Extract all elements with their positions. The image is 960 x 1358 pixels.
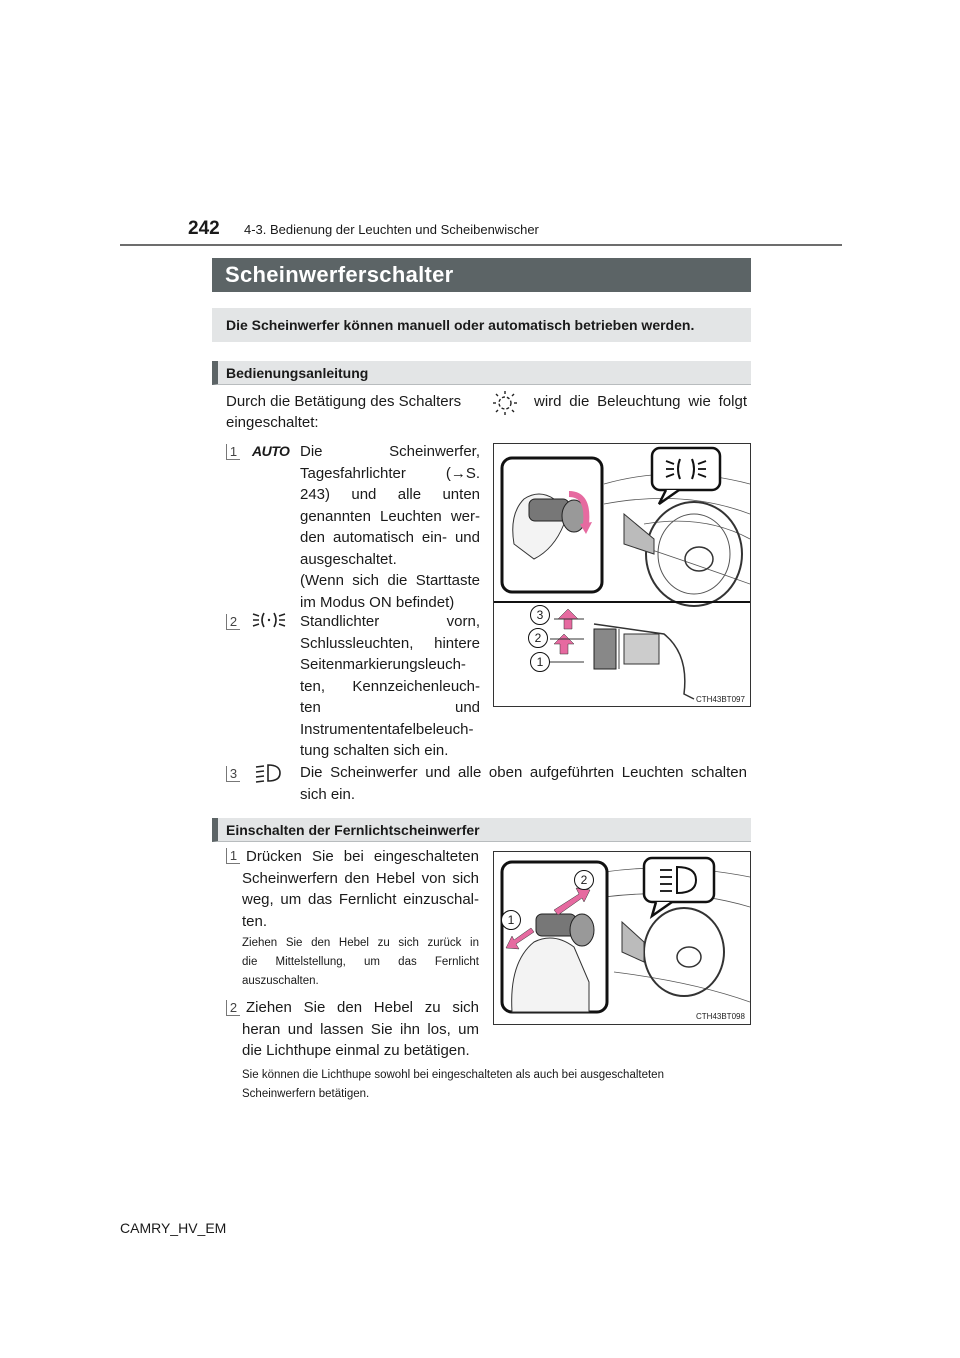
high-beam-item-1-line: Scheinwerfern den Hebel von sich [242,869,479,887]
high-beam-item-1-line: ten. [242,912,268,930]
page-title: Scheinwerferschalter [212,258,751,292]
high-beam-item-2-line: heran und lassen Sie ihn los, um [242,1020,479,1038]
item-1-line: Die Scheinwerfer, [300,443,480,460]
item-1-line: im Modus ON befindet) [300,593,455,611]
auto-icon: AUTO [252,443,290,459]
figure-label: CTH43BT098 [696,1012,745,1021]
item-1-line: genannten Leuchten wer- [300,507,480,525]
high-beam-item-2-text [242,997,479,1062]
high-beam-item-1-line: Drücken Sie bei eingeschalteten [246,848,479,865]
item-2-line: ten und [300,699,480,716]
figure-high-beam [493,851,751,1025]
figure-callout-1: 1 [501,910,521,930]
high-beam-item-2-line: die Lichthupe einmal zu betätigen. [242,1042,470,1059]
item-1-line: den automatisch ein- und [300,529,480,546]
section-title: 4-3. Bedienung der Leuchten und Scheibenwischer [244,222,539,237]
instructions-text-end: wird die Beleuchtung wie folgt [534,393,747,410]
instructions-heading: Bedienungsanleitung [212,361,751,385]
high-beam-item-1-text [242,846,479,932]
header-rule [120,244,842,246]
flash-note-line: Sie können die Lichthupe sowohl bei eingeschalteten als auch bei ausgeschalteten [242,1069,664,1081]
item-1-line: Tagesfahrlichter (→S. [300,464,480,482]
flash-note [242,1066,747,1104]
high-beam-number-1: 1 [226,848,240,864]
figure-label: CTH43BT097 [696,695,745,704]
high-beam-item-2-line: Ziehen Sie den Hebel zu sich [246,999,479,1016]
parking-light-icon [250,608,288,632]
item-1-line: ausgeschaltet. [300,550,397,568]
high-beam-heading: Einschalten der Fernlichtscheinwerfer [212,818,751,842]
item-3-text [300,762,747,805]
item-3-line: sich ein. [300,785,356,803]
headlight-low-beam-icon [254,762,284,784]
high-beam-item-1-line: weg, um das Fernlicht einzuschal- [242,891,479,908]
figure-headlight-switch [493,443,751,707]
item-number-3: 3 [226,766,240,782]
item-number-1: 1 [226,444,240,460]
instructions-text-line2: eingeschaltet: [226,414,319,431]
item-2-line: tung schalten sich ein. [300,742,449,759]
item-2-text [300,611,480,762]
instructions-text-start: Durch die Betätigung des Schalters [226,393,462,410]
note-line: Ziehen Sie den Hebel zu sich zurück in [242,937,479,949]
high-beam-item-1-note [242,934,479,991]
item-3-line: Die Scheinwerfer und alle oben aufgeführten Leuchten schalten [300,764,747,781]
figure-callout-3: 3 [530,605,550,625]
note-line: die Mittelstellung, um das Fernlicht [242,956,479,968]
light-switch-icon [490,390,520,416]
item-2-line: Standlichter vorn, [300,613,480,630]
item-1-line: (Wenn sich die Starttaste [300,572,480,589]
intro-text: Die Scheinwerfer können manuell oder automatisch betrieben werden. [212,308,751,342]
footer-code: CAMRY_HV_EM [120,1220,227,1236]
flash-note-line: Scheinwerfern betätigen. [242,1088,370,1100]
item-1-text [300,441,480,613]
item-2-line: ten, Kennzeichenleuch- [300,677,480,695]
item-1-line: 243) und alle unten [300,486,480,503]
item-2-line: Instrumententafelbeleuch- [300,720,474,738]
high-beam-number-2: 2 [226,1000,240,1016]
item-number-2: 2 [226,614,240,630]
figure-high-beam-drawing [494,852,750,1024]
figure-callout-1: 1 [530,652,550,672]
figure-callout-2: 2 [574,870,594,890]
note-line: auszuschalten. [242,975,319,987]
figure-callout-2: 2 [528,628,548,648]
item-2-line: Schlussleuchten, hintere [300,634,480,652]
page-number: 242 [188,218,220,239]
item-2-line: Seitenmarkierungsleuch- [300,656,466,673]
